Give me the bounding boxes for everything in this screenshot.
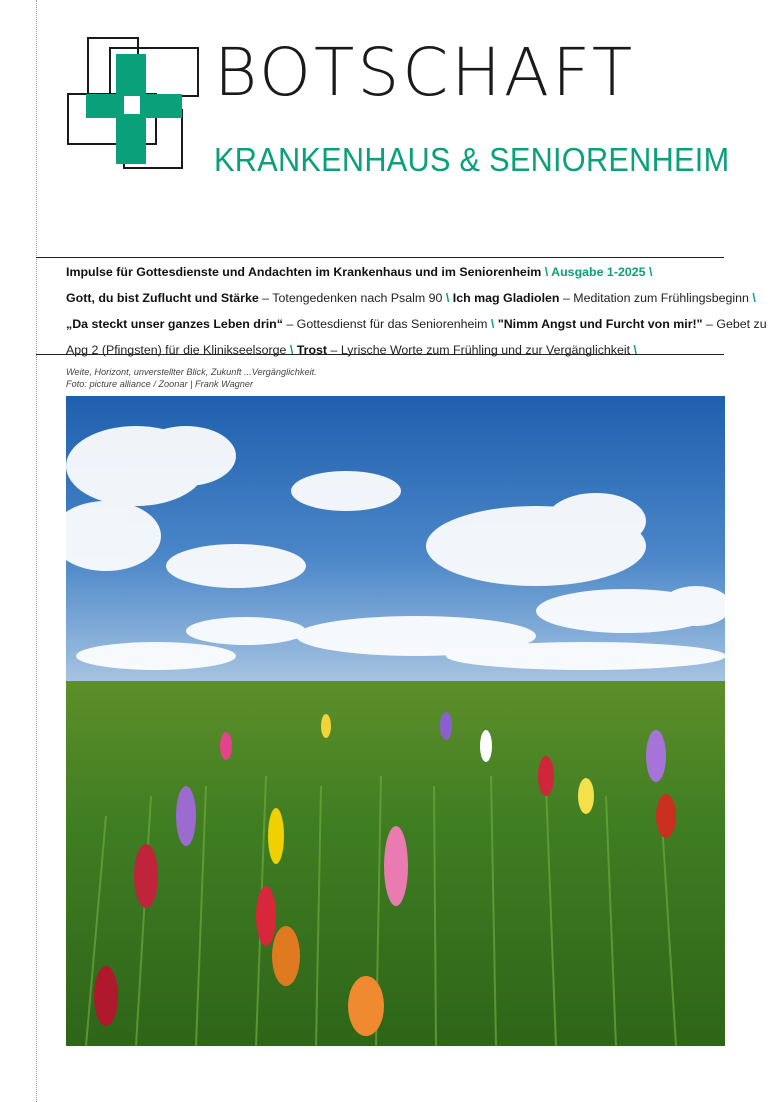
margin-guide-line [36,0,37,1102]
impulse-heading: Impulse für Gottesdienste und Andachten im Krankenhaus und im Seniorenheim [66,265,542,279]
caption-text: Weite, Horizont, unverstellter Blick, Zukunft ...Vergänglichkeit. [66,367,317,377]
item-desc-totengedenken: – Totengedenken nach Psalm 90 [258,291,446,305]
bottom-divider [36,354,724,355]
item-title-leben: „Da steckt unser ganzes Leben drin“ [66,317,283,331]
issue-contents [66,259,767,363]
separator: \ [445,291,450,305]
issue-number: \ Ausgabe 1-2025 \ [544,265,653,279]
cover-photo [66,396,725,1046]
contents-line-3 [66,311,767,337]
separator: \ [752,291,756,305]
masthead-title: BOTSCHAFT [214,34,636,111]
item-desc-gottesdienst: – Gottesdienst für das Seniorenheim [282,317,491,331]
item-title-angst: "Nimm Angst und Furcht von mir!" [494,317,703,331]
top-divider [36,257,724,258]
item-desc-meditation: – Meditation zum Frühlingsbeginn [559,291,753,305]
item-desc-lyrik: – Lyrische Worte zum Frühling und zur Vergänglichkeit [327,343,634,357]
item-title-trost: Trost [293,343,328,357]
separator: \ [289,343,294,357]
contents-line-2 [66,285,756,311]
item-desc-pfingsten: Apg 2 (Pfingsten) für die Klinikseelsorge [66,343,290,357]
photo-credit: Foto: picture alliance / Zoonar | Frank Wagner [66,378,254,389]
cross-logo-icon [64,34,206,172]
contents-line-1 [66,259,726,285]
item-title-gladiolen: Ich mag Gladiolen [449,291,560,305]
masthead-subtitle: KRANKENHAUS & SENIORENHEIM [214,141,730,178]
item-title-zuflucht: Gott, du bist Zuflucht und Stärke [66,291,259,305]
separator: \ [490,317,495,331]
contents-line-4 [66,337,726,363]
separator: \ [633,343,637,357]
item-desc-gebet: – Gebet zu [702,317,767,331]
photo-caption [66,367,317,390]
